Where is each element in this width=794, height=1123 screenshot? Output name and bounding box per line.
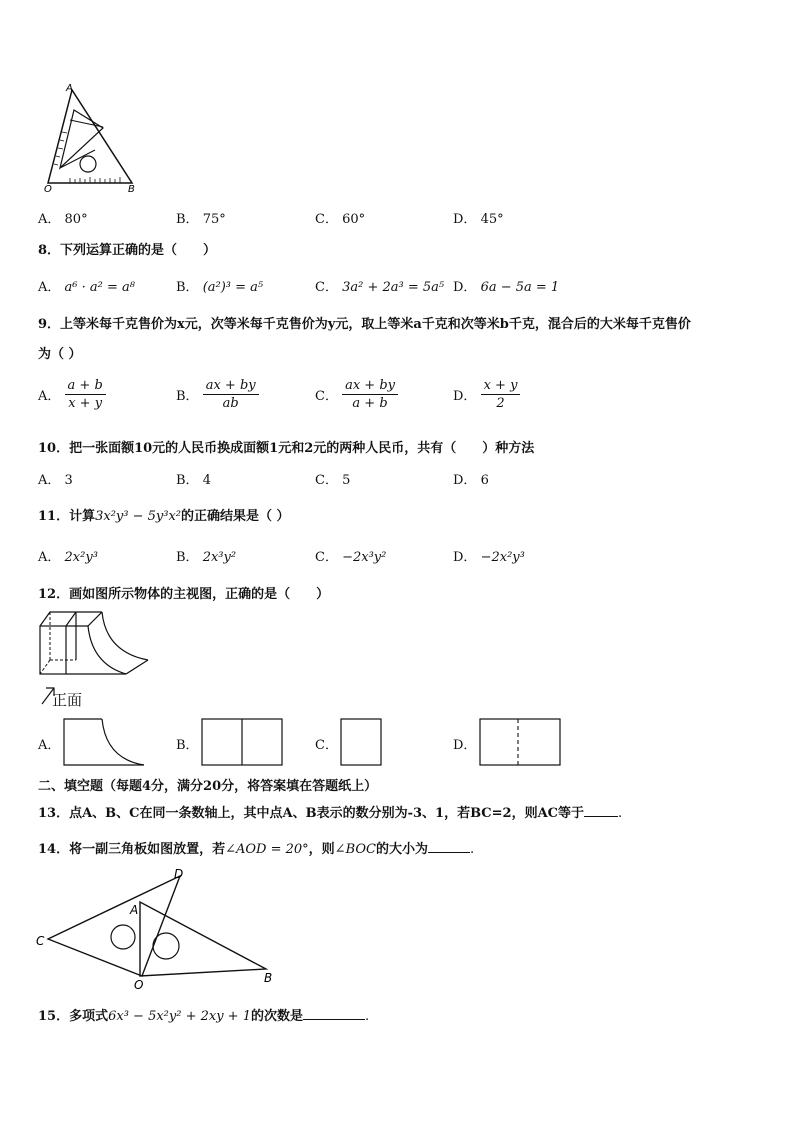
q12-stem: 12．画如图所示物体的主视图，正确的是（ ） [38,587,330,602]
q12-option-b-letter: B． [176,738,199,753]
section-2-header: 二、填空题（每题4分，满分20分，将答案填在答题纸上） [38,779,378,794]
q12-option-d-figure [478,717,562,767]
q7-label-o: O [44,184,52,195]
q7-option-d: D． 45° [453,212,504,227]
q12-option-b-figure [200,717,284,767]
q14-set-squares-figure [34,866,284,990]
q10-option-c: C． 5 [315,473,351,488]
q8-option-d: D． 6a − 5a = 1 [453,280,560,295]
q7-set-square-figure [40,80,150,195]
q9-option-b: B． $\frac{ax + by}{ab}$ [176,378,259,411]
q10-option-d: D． 6 [453,473,489,488]
q14-label-o: O [134,978,144,990]
q14-label-a: A [130,903,139,917]
q9-option-d: D． $\frac{x + y}{2}$ [453,378,520,411]
q12-front-label: 正面 [52,691,83,709]
q11-option-a: A． 2x²y³ [38,550,98,565]
q7-option-b: B． 75° [176,212,226,227]
q14-label-b: B [264,971,273,985]
q14-label-c: C [36,934,45,948]
q8-stem: 8．下列运算正确的是（ ） [38,243,217,258]
q9-option-a: A． $\frac{a + b}{x + y}$ [38,378,106,411]
q7-option-c: C． 60° [315,212,366,227]
q14-stem: 14．将一副三角板如图放置，若∠AOD = 20°，则∠BOC的大小为 . [38,842,475,857]
q10-option-b: B． 4 [176,473,211,488]
q10-stem: 10．把一张面额10元的人民币换成面额1元和2元的两种人民币，共有（ ）种方法 [38,441,535,456]
q12-option-c-letter: C． [315,738,338,753]
q7-label-a: A [66,83,73,94]
q8-option-b: B． (a²)³ = a⁵ [176,280,264,295]
q8-option-c: C． 3a² + 2a³ = 5a⁵ [315,280,445,295]
q9-stem-line1: 9．上等米每千克售价为x元，次等米每千克售价为y元，取上等米a千克和次等米b千克，混合后的大米每千克售价 [38,317,691,332]
q7-option-a: A． 80° [38,212,88,227]
q9-option-c: C． $\frac{ax + by}{a + b}$ [315,378,398,411]
q7-label-b: B [128,184,135,195]
q11-stem: 11．计算3x²y³ − 5y³x²的正确结果是（ ） [38,509,290,524]
q9-stem-line2: 为（ ） [38,347,82,362]
q11-option-d: D． −2x²y³ [453,550,525,565]
q12-option-d-letter: D． [453,738,477,753]
q8-option-a: A． a⁶ · a² = a⁸ [38,280,135,295]
q13-stem: 13．点A、B、C在同一条数轴上，其中点A、B表示的数分别为-3、1，若BC=2，则AC等于 . [38,806,623,821]
q11-option-b: B． 2x³y² [176,550,237,565]
q14-label-d: D [174,867,184,881]
q12-option-c-figure [339,717,383,767]
q10-option-a: A． 3 [38,473,73,488]
q12-option-a-figure [62,717,148,767]
q11-option-c: C． −2x³y² [315,550,387,565]
q12-option-a-letter: A． [38,738,61,753]
q15-stem: 15．多项式6x³ − 5x²y² + 2xy + 1的次数是 . [38,1009,370,1024]
